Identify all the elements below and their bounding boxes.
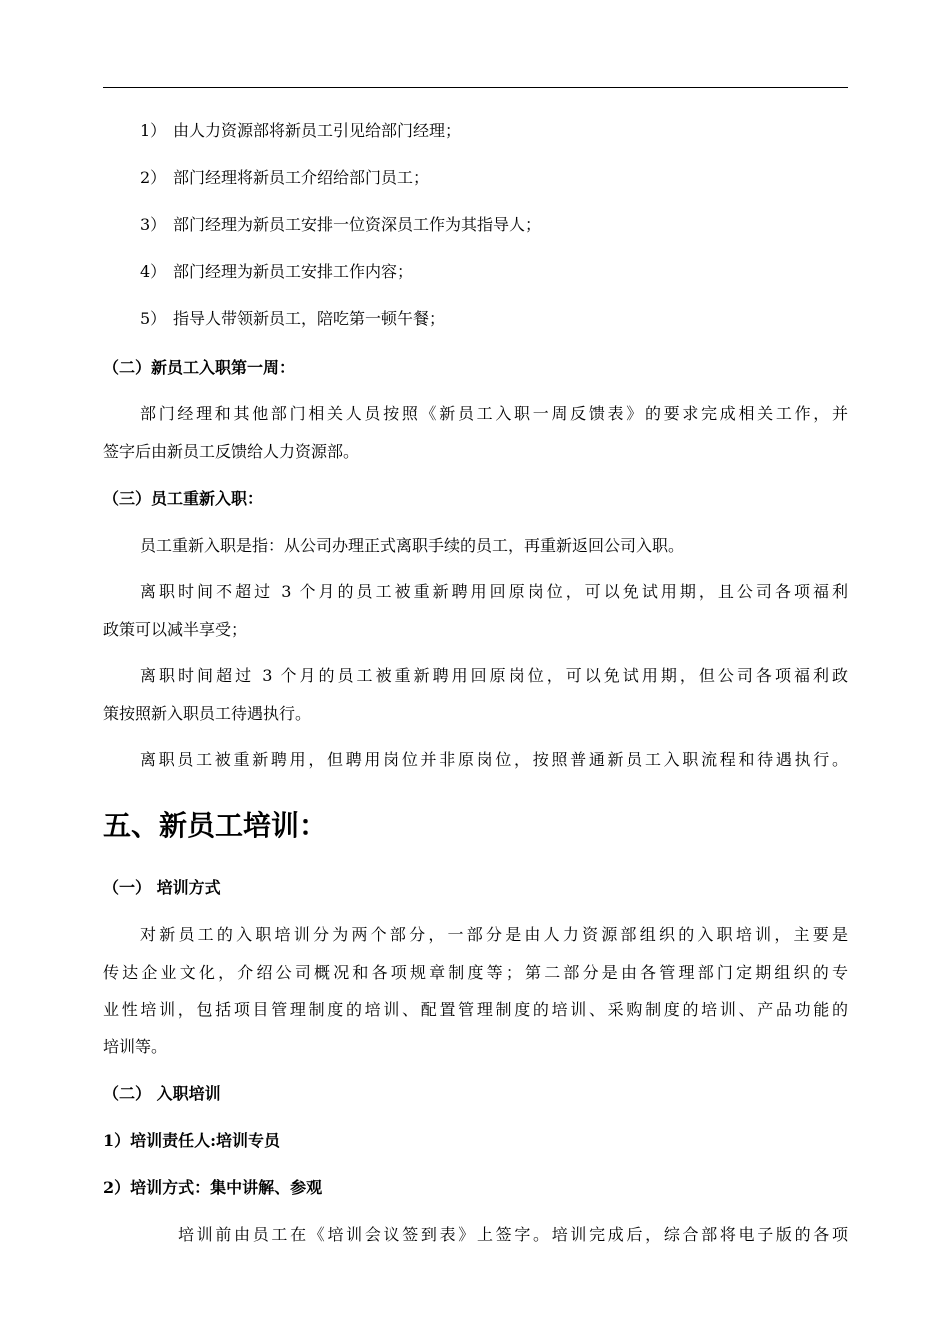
list-item-text: 部门经理将新员工介绍给部门员工； xyxy=(173,168,430,187)
list-item xyxy=(140,309,445,329)
list-item-text: 指导人带领新员工，陪吃第一顿午餐； xyxy=(173,309,446,328)
paragraph-line: 部门经理和其他部门相关人员按照《新员工入职一周反馈表》的要求完成相关工作，并 xyxy=(140,404,848,423)
paragraph-line: 培训前由员工在《培训会议签到表》上签字。培训完成后，综合部将电子版的各项 xyxy=(178,1225,848,1244)
list-item-text: 部门经理为新员工安排工作内容； xyxy=(173,262,414,281)
section-heading-rejoin: （三）员工重新入职： xyxy=(103,489,264,508)
paragraph-line: 员工重新入职是指：从公司办理正式离职手续的员工，再重新返回公司入职。 xyxy=(140,536,685,555)
list-item xyxy=(140,168,429,188)
chapter-title: 五、新员工培训： xyxy=(103,809,328,842)
list-item-number: 1） xyxy=(140,121,167,140)
paragraph-line: 签字后由新员工反馈给人力资源部。 xyxy=(103,442,360,461)
paragraph-line: 策按照新入职员工待遇执行。 xyxy=(103,704,312,723)
list-item xyxy=(140,215,541,235)
paragraph-line: 对新员工的入职培训分为两个部分，一部分是由人力资源部组织的入职培训，主要是 xyxy=(140,925,848,944)
section-heading-onboarding: （二） 入职培训 xyxy=(103,1084,221,1103)
list-item-number: 3） xyxy=(140,215,167,234)
list-item-text: 由人力资源部将新员工引见给部门经理； xyxy=(173,121,462,140)
paragraph-line: 传达企业文化，介绍公司概况和各项规章制度等；第二部分是由各管理部门定期组织的专 xyxy=(103,963,848,982)
onboarding-item: 1）培训责任人:培训专员 xyxy=(103,1131,281,1150)
list-item-number: 5） xyxy=(140,309,167,328)
section-heading-first-week: （二）新员工入职第一周： xyxy=(103,358,296,377)
paragraph-line: 政策可以减半享受； xyxy=(103,620,248,639)
list-item-number: 4） xyxy=(140,262,167,281)
paragraph-line: 离职时间超过 3 个月的员工被重新聘用回原岗位，可以免试用期，但公司各项福利政 xyxy=(140,666,848,685)
list-item-number: 2） xyxy=(140,168,167,187)
paragraph-line: 离职员工被重新聘用，但聘用岗位并非原岗位，按照普通新员工入职流程和待遇执行。 xyxy=(140,750,848,769)
list-item xyxy=(140,121,461,141)
paragraph-line: 离职时间不超过 3 个月的员工被重新聘用回原岗位，可以免试用期，且公司各项福利 xyxy=(140,582,848,601)
header-rule xyxy=(103,87,848,88)
list-item xyxy=(140,262,413,282)
paragraph-line: 业性培训，包括项目管理制度的培训、配置管理制度的培训、采购制度的培训、产品功能的 xyxy=(103,1000,848,1019)
list-item-text: 部门经理为新员工安排一位资深员工作为其指导人； xyxy=(173,215,542,234)
section-heading-training-method: （一） 培训方式 xyxy=(103,878,221,897)
onboarding-item: 2）培训方式：集中讲解、参观 xyxy=(103,1178,323,1197)
paragraph-line: 培训等。 xyxy=(103,1037,168,1056)
